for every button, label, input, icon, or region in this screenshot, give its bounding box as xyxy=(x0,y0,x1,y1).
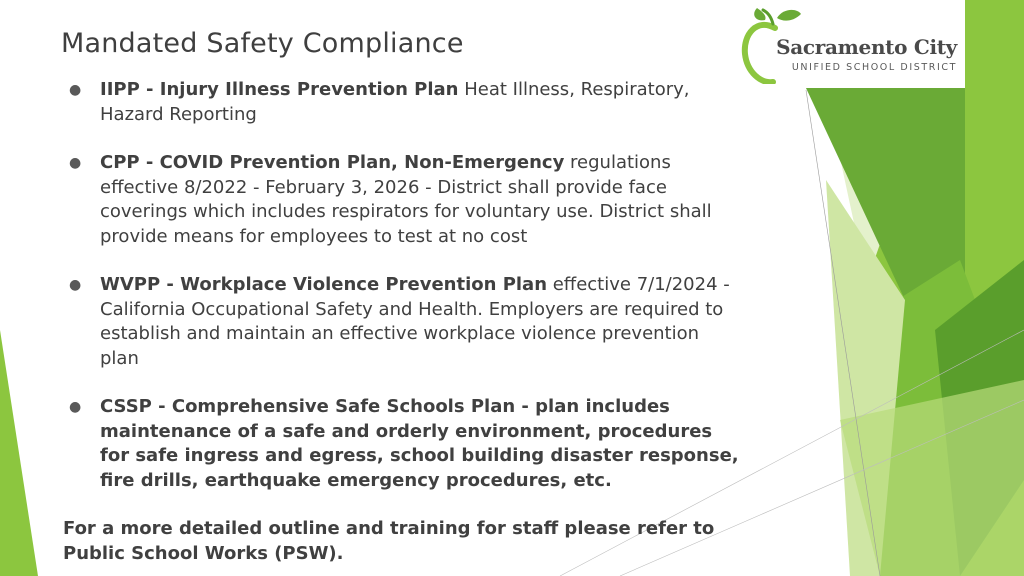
bullet-dot-icon: ● xyxy=(69,277,82,293)
bullet-heading: IIPP - Injury Illness Prevention Plan xyxy=(100,79,459,100)
bullet-heading: WVPP - Workplace Violence Prevention Plan xyxy=(100,274,548,295)
bullet-list xyxy=(63,78,743,566)
bullet-body: regulations effective 8/2022 - February 3, 2026 - District shall provide face coverings which includes respirators for voluntary use. District shall provide means for employees to test at no cost xyxy=(100,152,712,247)
logo-name: Sacramento City xyxy=(776,35,957,59)
slide-title: Mandated Safety Compliance xyxy=(61,28,464,59)
bullet-dot-icon: ● xyxy=(69,82,82,98)
bullet-cpp xyxy=(63,151,743,249)
bullet-body: effective 7/1/2024 - California Occupational Safety and Health. Employers are required to establish and maintain an effective workplace violence prevention plan xyxy=(100,274,730,369)
bullet-heading: CPP - COVID Prevention Plan, Non-Emergency xyxy=(100,152,565,173)
bullet-cssp xyxy=(63,395,743,493)
bullet-body: Heat Illness, Respiratory, Hazard Reporting xyxy=(100,79,690,125)
logo-subtitle: UNIFIED SCHOOL DISTRICT xyxy=(791,62,957,73)
bullet-heading: CSSP - Comprehensive Safe Schools Plan - plan includes maintenance of a safe and orderly environment, procedures for safe ingress and egress, school building disaster response, fire drills, earthquake emergency procedures, etc. xyxy=(100,396,739,491)
footer-note: For a more detailed outline and training for staff please refer to Public School Works (PSW). xyxy=(63,518,715,564)
bullet-wvpp xyxy=(63,273,743,371)
bullet-dot-icon: ● xyxy=(69,155,82,171)
bullet-dot-icon: ● xyxy=(69,399,82,415)
district-logo xyxy=(737,0,965,88)
bullet-iipp xyxy=(63,78,743,127)
facet-left-sliver xyxy=(0,330,38,576)
